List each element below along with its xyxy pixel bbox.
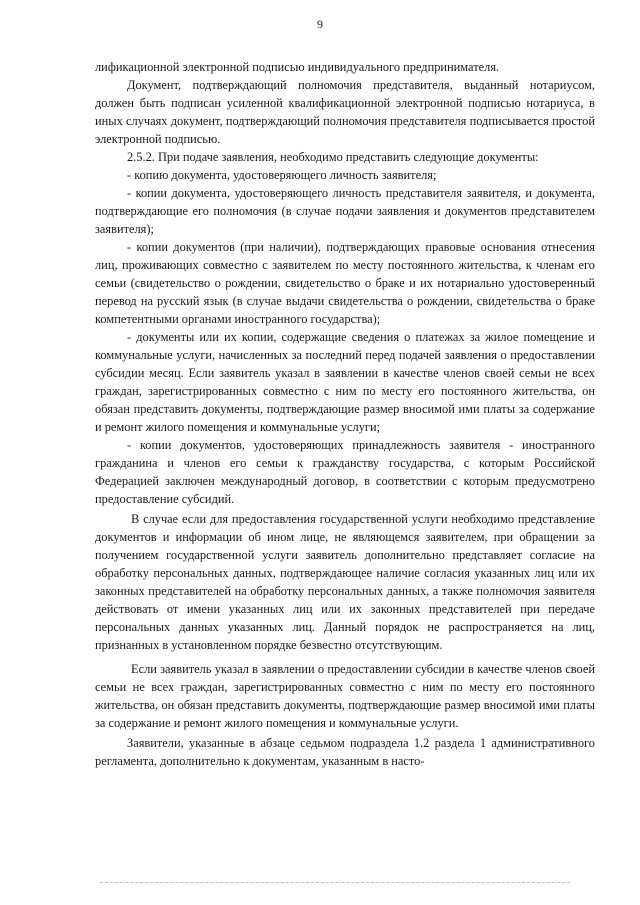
list-item-payment-documents: - документы или их копии, содержащие сведения о платежах за жилое помещение и коммунальные услуги, начисленных за последний перед подачей заявления о предоставлении субсидии месяц. Если заявитель указал в заявлении в качестве членов своей семьи не всех граждан, зарегистрированных совместно с ним по месту его постоянного жительства, он обязан представить документы, подтверждающие размер вносимой ими платы за содержание и ремонт жилого помещения и коммунальные услуги;: [95, 330, 595, 434]
list-item-representative-documents: - копии документа, удостоверяющего личность представителя заявителя, и документа, подтверждающие его полномочия (в случае подачи заявления и документов представителем заявителя);: [95, 186, 595, 236]
paragraph-signature-tail: лификационной электронной подписью индивидуального предпринимателя.: [95, 60, 500, 74]
paragraph-personal-data-consent: В случае если для предоставления государственной услуги необходимо представление документов и информации об ином лице, не являющемся заявителем, при обращении за получением государственной услуги заявитель дополнительно представляет согласие на обработку персональных данных, подтверждающее наличие согласия указанных лиц или их законных представителей на обработку персональных данных, а также полномочия заявителя действовать от имени указанных лиц или их законных представителей при передаче персональных данных указанных лиц. Данный порядок не распространяется на лиц, признанных в установленном порядке безвестно отсутствующим.: [95, 512, 595, 652]
page-number: 9: [317, 17, 323, 31]
paragraph-notary-document: Документ, подтверждающий полномочия представителя, выданный нотариусом, должен быть подписан усиленной квалификационной электронной подписью нотариуса, в иных случаях документ, подтверждающий полномочия представителя подписывается простой электронной подписью.: [95, 78, 595, 146]
paragraph-required-documents: 2.5.2. При подаче заявления, необходимо представить следующие документы:: [127, 150, 539, 164]
list-item-citizenship-documents: - копии документов, удостоверяющих принадлежность заявителя - иностранного гражданина и членов его семьи к гражданству государства, с которым Российской Федерацией заключен международный договор, в соответствии с которым предусмотрено предоставление субсидий.: [95, 438, 595, 506]
scan-bottom-edge: [100, 882, 570, 883]
paragraph-additional-applicants: Заявители, указанные в абзаце седьмом подраздела 1.2 раздела 1 административного регламента, дополнительно к документам, указанным в насто-: [95, 736, 595, 768]
document-body: [95, 58, 595, 770]
paragraph-family-members: Если заявитель указал в заявлении о предоставлении субсидии в качестве членов своей семьи не всех граждан, зарегистрированных совместно с ним по месту его постоянного жительства, он обязан представить документы, подтверждающие размер вносимой ими платы за содержание и ремонт жилого помещения и коммунальные услуги.: [95, 662, 595, 730]
list-item-identity-document: - копию документа, удостоверяющего личность заявителя;: [127, 168, 437, 182]
list-item-family-relation-documents: - копии документов (при наличии), подтверждающих правовые основания отнесения лиц, проживающих совместно с заявителем по месту постоянного жительства, к членам его семьи (свидетельство о рождении, свидетельство о браке и их нотариально удостоверенный перевод на русский язык (в случае выдачи свидетельства о рождении, свидетельства о браке компетентными органами иностранного государства);: [95, 240, 595, 326]
